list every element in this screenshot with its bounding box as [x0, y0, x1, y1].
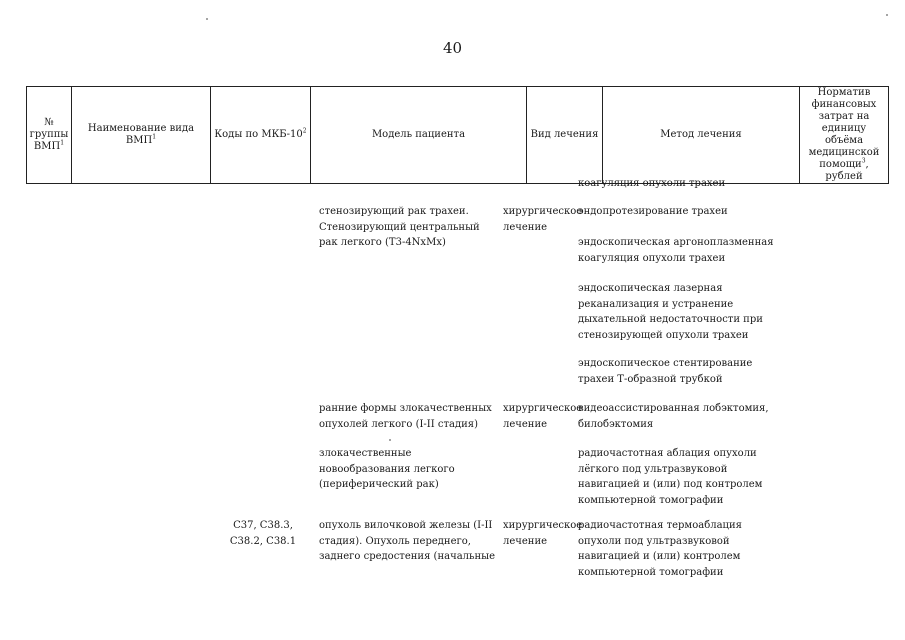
method-text: эндопротезирование трахеи	[578, 206, 728, 217]
patient-model-text: опухоль вилочковой железы (I-II стадия). Опухоль переднего, заднего средостения (начальные	[319, 520, 496, 562]
method-text: коагуляция опухоли трахеи	[578, 178, 726, 189]
method-text: радиочастотная аблация опухоли лёгкого под ультразвуковой навигацией и (или) под контролем компьютерной томографии	[578, 448, 763, 506]
header-treatment-type: Вид лечения	[527, 87, 603, 184]
treatment-type-text: хирургическое лечение	[503, 520, 583, 547]
treatment-type-text: хирургическое лечение	[503, 403, 583, 430]
scan-speck	[886, 14, 888, 16]
treatment-type-text: хирургическое лечение	[503, 206, 583, 233]
method-text: радиочастотная термоаблация опухоли под ультразвуковой навигацией и (или) контролем компьютерной томографии	[578, 520, 742, 578]
header-vmp-name: Наименование вида ВМП$^1$	[72, 87, 211, 184]
scan-speck	[206, 18, 208, 20]
header-icd-codes: Коды по МКБ-$10^2$	[211, 87, 311, 184]
patient-model-text: злокачественные новообразования легкого (периферический рак)	[319, 448, 455, 490]
table-header	[26, 86, 889, 184]
method-text: эндоскопическая лазерная реканализация и устранение дыхательной недостаточности при стенозирующей опухоли трахеи	[578, 283, 763, 341]
header-patient-model: Модель пациента	[311, 87, 527, 184]
page-number: 40	[442, 39, 463, 57]
patient-model-text: ранние формы злокачественных опухолей легкого (I-II стадия)	[319, 403, 492, 430]
icd-codes-text: С37, С38.3, С38.2, С38.1	[229, 520, 297, 547]
method-text: видеоассистированная лобэктомия, билобэктомия	[578, 403, 769, 430]
patient-model-text: стенозирующий рак трахеи. Стенозирующий центральный рак легкого (Т3-4NхМх)	[319, 206, 480, 248]
scan-speck	[389, 439, 391, 441]
method-text: эндоскопическая аргоноплазменная коагуляция опухоли трахеи	[578, 237, 774, 264]
header-group-number: № группы ВМП$^1$	[27, 87, 72, 184]
method-text: эндоскопическое стентирование трахеи Т-образной трубкой	[578, 358, 753, 385]
header-treatment-method: Метод лечения	[603, 87, 800, 184]
header-cost-standard: Норматив финансовых затрат на единицу объёма медицинской помощи$^3$, рублей	[800, 87, 889, 184]
